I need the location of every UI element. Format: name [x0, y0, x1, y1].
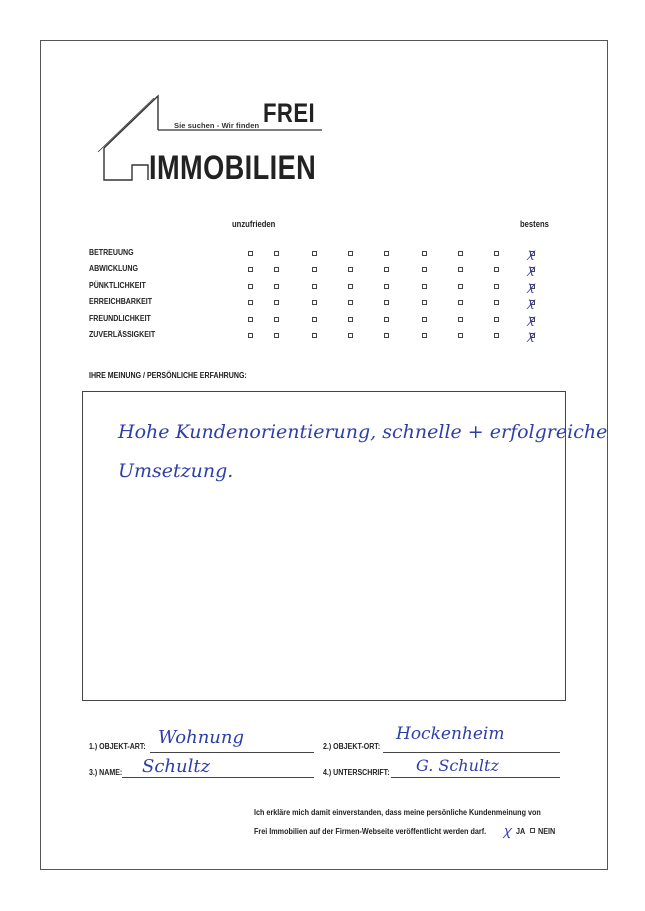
rating-checkbox[interactable] — [274, 300, 279, 305]
rating-checkmark: ꭓ — [527, 295, 534, 310]
rating-checkbox[interactable] — [422, 317, 427, 322]
scale-low-label: unzufrieden — [232, 219, 276, 229]
rating-checkbox[interactable] — [458, 300, 463, 305]
rating-checkbox[interactable] — [422, 300, 427, 305]
rating-checkbox[interactable] — [248, 251, 253, 256]
rating-checkbox[interactable] — [384, 267, 389, 272]
criterion-label: ABWICKLUNG — [89, 263, 138, 274]
rating-checkbox[interactable] — [348, 317, 353, 322]
rating-checkbox[interactable] — [348, 300, 353, 305]
rating-checkbox[interactable] — [248, 317, 253, 322]
rating-checkbox[interactable] — [458, 284, 463, 289]
rating-checkbox[interactable] — [422, 251, 427, 256]
consent-yes-label[interactable]: JA — [516, 826, 526, 836]
rating-checkbox[interactable] — [312, 267, 317, 272]
rating-checkmark: ꭓ — [527, 328, 534, 342]
rating-checkbox[interactable] — [248, 284, 253, 289]
criterion-label: FREUNDLICHKEIT — [89, 312, 151, 323]
criterion-label: ERREICHBARKEIT — [89, 296, 153, 307]
rating-checkbox[interactable] — [494, 317, 499, 322]
logo-brand-top: FREI — [263, 98, 316, 128]
consent-line-1: Ich erkläre mich damit einverstanden, dass meine persönliche Kundenmeinung von — [254, 807, 541, 817]
rating-checkbox[interactable] — [248, 300, 253, 305]
name-label: 3.) NAME: — [89, 767, 123, 777]
rating-checkbox[interactable] — [312, 333, 317, 338]
name-line — [122, 777, 314, 778]
rating-checkbox[interactable] — [348, 284, 353, 289]
rating-checkbox[interactable] — [274, 251, 279, 256]
rating-checkbox[interactable] — [494, 267, 499, 272]
logo-brand-bottom: IMMOBILIEN — [149, 149, 317, 187]
rating-checkbox[interactable] — [248, 333, 253, 338]
rating-checkmark: ꭓ — [527, 262, 534, 277]
rating-checkbox[interactable] — [384, 333, 389, 338]
rating-checkbox[interactable] — [274, 333, 279, 338]
rating-checkbox[interactable] — [422, 267, 427, 272]
criterion-label: BETREUUNG — [89, 247, 134, 257]
rating-checkbox[interactable] — [494, 284, 499, 289]
criterion-label: PÜNKTLICHKEIT — [89, 279, 146, 290]
rating-checkbox[interactable] — [494, 251, 499, 256]
rating-checkbox[interactable] — [274, 267, 279, 272]
consent-no-checkbox[interactable] — [530, 828, 535, 833]
rating-checkbox[interactable] — [274, 284, 279, 289]
rating-checkbox[interactable] — [494, 333, 499, 338]
rating-checkbox[interactable] — [384, 300, 389, 305]
opinion-line-2: Umsetzung. — [118, 460, 234, 482]
objekt-art-value[interactable]: Wohnung — [158, 727, 245, 748]
rating-checkbox[interactable] — [384, 251, 389, 256]
consent-line-2: Frei Immobilien auf der Firmen-Webseite veröffentlicht werden darf. — [254, 826, 487, 836]
rating-checkbox[interactable] — [458, 251, 463, 256]
rating-checkbox[interactable] — [248, 267, 253, 272]
scale-high-label: bestens — [520, 219, 549, 229]
consent-yes-checkmark: ꭓ — [503, 824, 511, 839]
rating-checkbox[interactable] — [312, 251, 317, 256]
rating-checkmark: ꭓ — [527, 246, 534, 260]
objekt-ort-line — [383, 752, 560, 753]
rating-checkbox[interactable] — [348, 333, 353, 338]
rating-checkmark: ꭓ — [527, 278, 534, 293]
rating-checkbox[interactable] — [348, 267, 353, 272]
rating-checkbox[interactable] — [384, 284, 389, 289]
rating-checkbox[interactable] — [458, 267, 463, 272]
rating-checkbox[interactable] — [312, 317, 317, 322]
consent-no-label[interactable]: NEIN — [538, 826, 556, 836]
rating-checkbox[interactable] — [312, 284, 317, 289]
logo-tagline: Sie suchen - Wir finden — [174, 121, 260, 130]
rating-checkbox[interactable] — [274, 317, 279, 322]
rating-checkbox[interactable] — [422, 284, 427, 289]
objekt-art-line — [150, 752, 314, 753]
criterion-label: ZUVERLÄSSIGKEIT — [89, 329, 156, 339]
rating-checkbox[interactable] — [422, 333, 427, 338]
name-value[interactable]: Schultz — [142, 756, 211, 777]
signature[interactable]: G. Schultz — [416, 756, 499, 775]
unterschrift-line — [391, 777, 560, 778]
rating-checkbox[interactable] — [458, 333, 463, 338]
rating-checkbox[interactable] — [312, 300, 317, 305]
opinion-heading: IHRE MEINUNG / PERSÖNLICHE ERFAHRUNG: — [89, 370, 247, 380]
objekt-ort-value[interactable]: Hockenheim — [396, 724, 505, 744]
rating-checkbox[interactable] — [348, 251, 353, 256]
rating-checkmark: ꭓ — [527, 311, 534, 326]
rating-checkbox[interactable] — [384, 317, 389, 322]
opinion-line-1: Hohe Kundenorientierung, schnelle + erfolgreiche — [118, 421, 608, 443]
rating-checkbox[interactable] — [458, 317, 463, 322]
objekt-ort-label: 2.) OBJEKT-ORT: — [323, 741, 381, 751]
unterschrift-label: 4.) UNTERSCHRIFT: — [323, 767, 390, 777]
objekt-art-label: 1.) OBJEKT-ART: — [89, 741, 146, 751]
rating-checkbox[interactable] — [494, 300, 499, 305]
